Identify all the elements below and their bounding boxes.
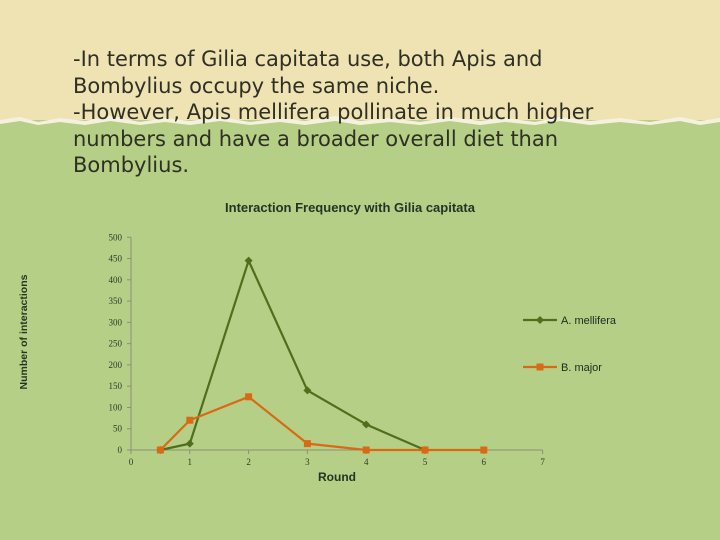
x-tick-label: 5	[422, 457, 428, 467]
y-axis-label: Number of interactions	[18, 274, 30, 390]
legend-swatch-marker	[537, 364, 544, 371]
series-line-1	[160, 397, 483, 450]
series-line-0	[160, 261, 425, 450]
slide-text-line: -In terms of Gilia capitata use, both Apis and	[73, 47, 543, 71]
data-point	[304, 440, 311, 447]
data-point	[186, 417, 193, 424]
slide-text-line: numbers and have a broader overall diet than	[73, 126, 559, 151]
data-point	[157, 447, 164, 454]
x-tick-label: 4	[363, 457, 369, 467]
data-point	[422, 447, 429, 454]
data-point	[363, 447, 370, 454]
x-tick-label: 2	[246, 457, 251, 467]
x-tick-label: 0	[128, 457, 134, 467]
y-tick-label: 200	[108, 359, 122, 370]
x-tick-label: 3	[305, 457, 310, 467]
y-tick-label: 400	[108, 274, 122, 285]
slide-text-line: -However, Apis mellifera pollinate in much higher	[73, 100, 594, 124]
y-tick-label: 100	[108, 402, 122, 413]
x-tick-label: 1	[187, 457, 193, 467]
y-tick-label: 500	[108, 232, 122, 243]
legend-swatch-marker	[536, 316, 544, 324]
y-tick-label: 250	[108, 338, 122, 349]
data-point	[245, 257, 253, 265]
y-tick-label: 300	[108, 317, 122, 328]
y-tick-label: 50	[113, 423, 122, 434]
slide-text-line: Bombylius occupy the same niche.	[73, 73, 440, 98]
legend-label: A. mellifera	[561, 315, 617, 327]
data-point	[245, 393, 252, 400]
x-tick-label: 7	[540, 457, 545, 467]
x-axis-label: Round	[318, 470, 356, 484]
data-point	[186, 440, 194, 448]
y-tick-label: 0	[117, 445, 122, 455]
x-tick-label: 6	[481, 457, 487, 467]
slide-text-line: Bombylius.	[73, 153, 190, 177]
y-tick-label: 150	[108, 381, 122, 392]
y-tick-label: 450	[108, 253, 122, 264]
data-point	[480, 447, 487, 454]
y-tick-label: 350	[108, 296, 122, 307]
legend-label: B. major	[561, 362, 602, 374]
chart-title: Interaction Frequency with Gilia capitata	[225, 200, 475, 215]
